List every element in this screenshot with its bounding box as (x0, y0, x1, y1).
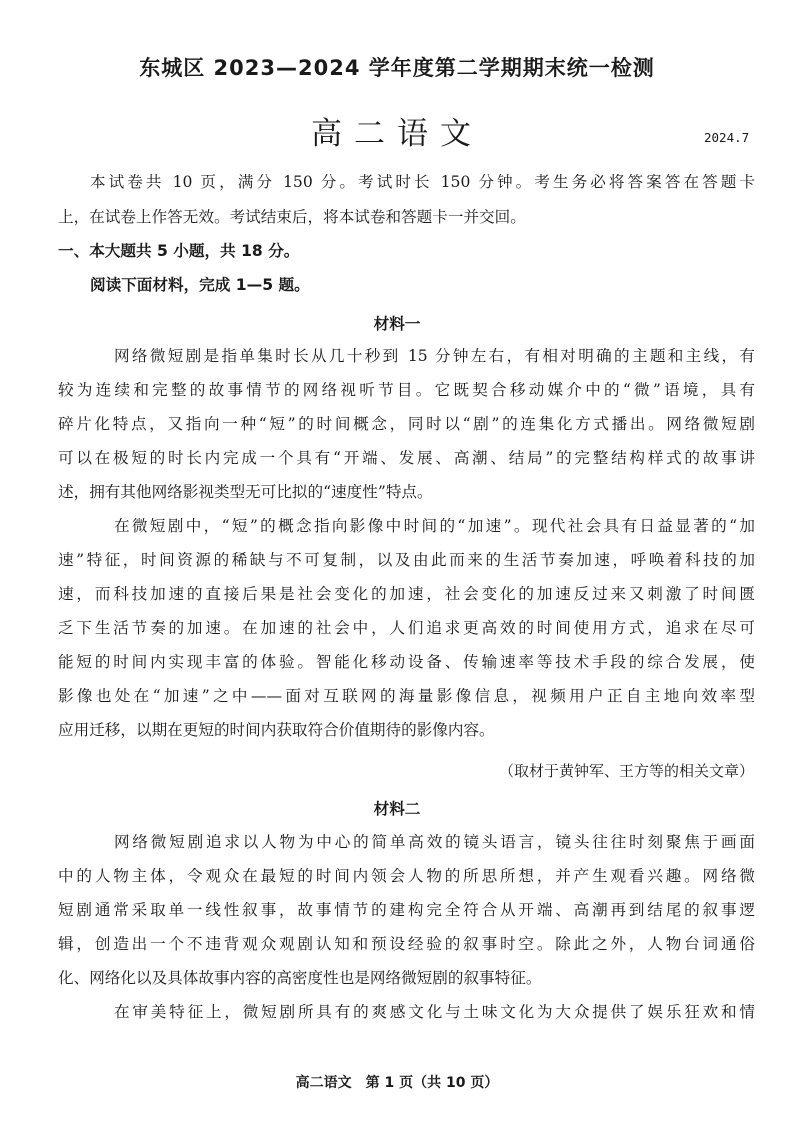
reading-prompt: 阅读下面材料，完成 1—5 题。 (90, 276, 310, 294)
paragraph-line: 网络微短剧是指单集时长从几十秒到 15 分钟左右，有相对明确的主题和主线，有 (114, 347, 755, 365)
paragraph-line: 较为连续和完整的故事情节的网络视听节目。它既契合移动媒介中的“微”语境，具有 (58, 381, 755, 399)
material1-heading: 材料一 (373, 315, 421, 333)
exam-date: 2024.7 (704, 130, 750, 145)
paragraph-line: 网络微短剧追求以人物为中心的简单高效的镜头语言，镜头往往时刻聚焦于画面 (114, 833, 755, 851)
paragraph-line: 化、网络化以及具体故事内容的高密度性也是网络微短剧的叙事特征。 (58, 969, 542, 987)
paragraph-line: 述，拥有其他网络影视类型无可比拟的“速度性”特点。 (58, 483, 433, 501)
paragraph-line: 应用迁移，以期在更短的时间内获取符合价值期待的影像内容。 (58, 721, 495, 739)
instruction-line: 上，在试卷上作答无效。考试结束后，将本试卷和答题卡一并交回。 (58, 208, 526, 226)
paragraph-line: 速，而科技加速的直接后果是社会变化的加速，社会变化的加速反过来又刺激了时间匮 (58, 585, 755, 603)
paragraph-line: 能短的时间内实现丰富的体验。智能化移动设备、传输速率等技术手段的综合发展，使 (58, 653, 755, 671)
paragraph-line: 乏下生活节奏的加速。在加速的社会中，人们追求更高效的时间使用方式，追求在尽可 (58, 619, 755, 637)
instruction-line: 本试卷共 10 页，满分 150 分。考试时长 150 分钟。考生务必将答案答在答题卡 (90, 173, 755, 191)
paragraph-line: 影像也处在“加速”之中——面对互联网的海量影像信息，视频用户正自主地向效率型 (58, 687, 755, 705)
material2-heading: 材料二 (373, 800, 421, 818)
paragraph-line: 短剧通常采取单一线性叙事，故事情节的建构完全符合从开端、高潮再到结尾的叙事逻 (58, 901, 755, 919)
paragraph-line: 可以在极短的时长内完成一个具有“开端、发展、高潮、结局”的完整结构样式的故事讲 (58, 449, 755, 467)
paragraph-line: 在审美特征上，微短剧所具有的爽感文化与土味文化为大众提供了娱乐狂欢和情 (114, 1003, 755, 1021)
exam-title: 东城区 2023—2024 学年度第二学期期末统一检测 (139, 56, 655, 80)
paragraph-line: 中的人物主体，令观众在最短的时间内领会人物的所思所想，并产生观看兴趣。网络微 (58, 867, 755, 885)
paragraph-line: 速”特征，时间资源的稀缺与不可复制，以及由此而来的生活节奏加速，呼唤着科技的加 (58, 551, 755, 569)
page-footer: 高二语文 第 1 页（共 10 页） (295, 1075, 499, 1091)
paragraph-line: 碎片化特点，又指向一种“短”的时间概念，同时以“剧”的连集化方式播出。网络微短剧 (58, 415, 755, 433)
source-citation: （取材于黄钟军、王方等的相关文章） (498, 762, 754, 780)
paragraph-line: 辑，创造出一个不违背观众观剧认知和预设经验的叙事时空。除此之外，人物台词通俗 (58, 935, 755, 953)
section-title: 一、本大题共 5 小题，共 18 分。 (58, 242, 300, 260)
paragraph-line: 在微短剧中，“短”的概念指向影像中时间的“加速”。现代社会具有日益显著的“加 (114, 517, 755, 535)
subject-title: 高二语文 (311, 116, 483, 152)
